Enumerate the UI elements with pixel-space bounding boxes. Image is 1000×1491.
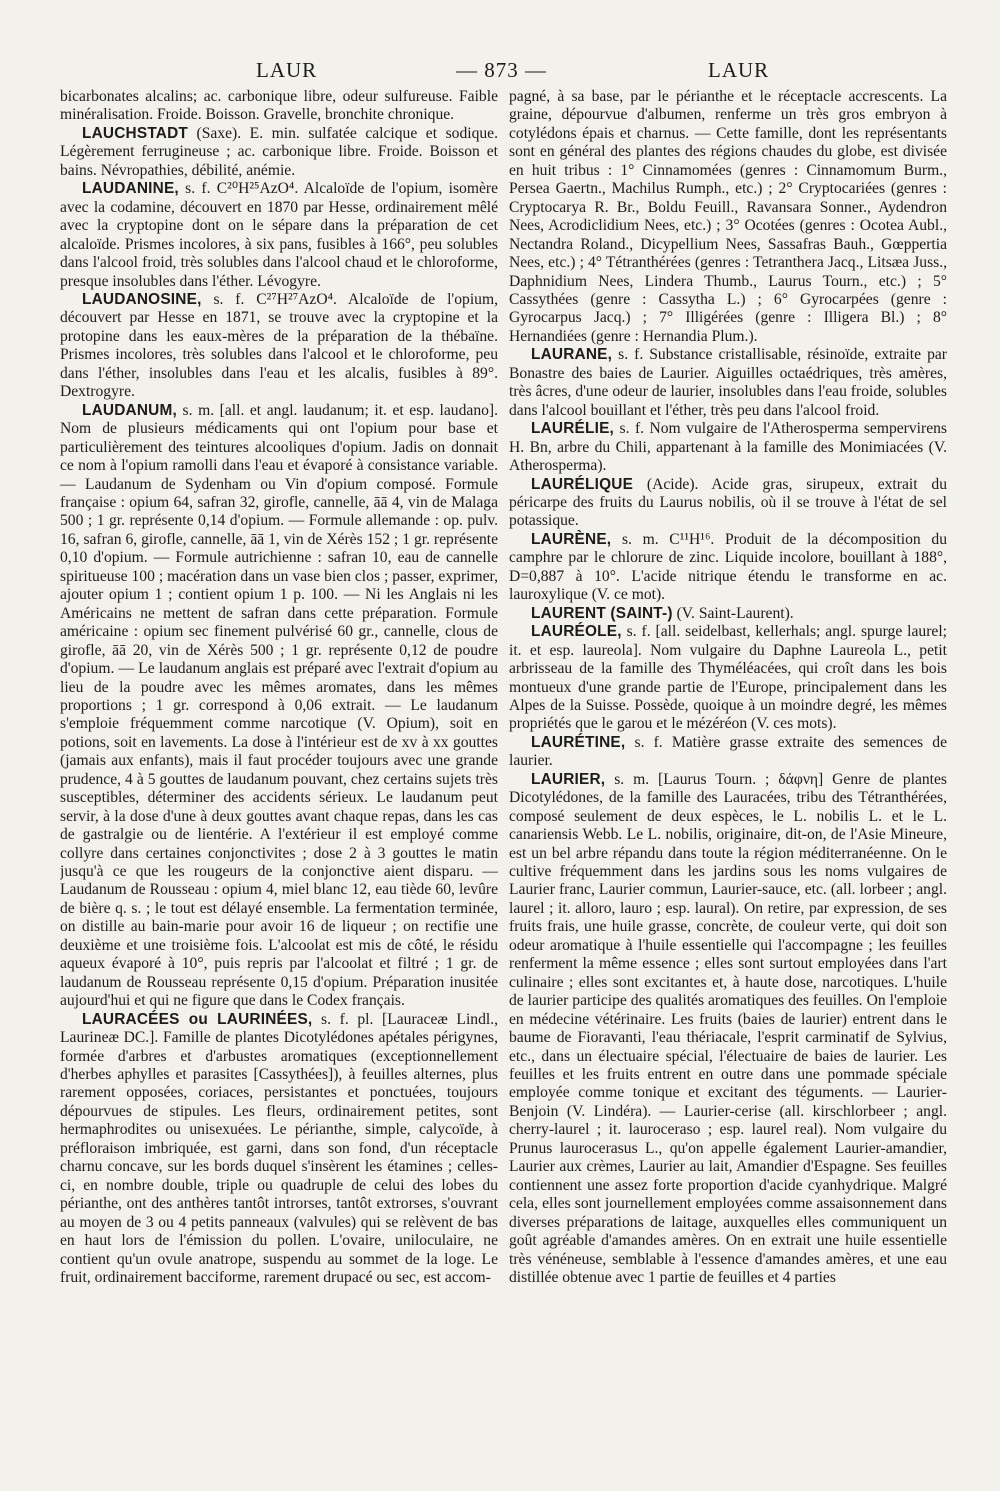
entry-headword: LAUDANINE, [82, 180, 179, 198]
dictionary-entry [509, 476, 947, 531]
entry-headword: LAURÉTINE, [531, 733, 626, 751]
entry-body: s. f. pl. [Lauraceæ Lindl., Laurineæ DC.]. Famille de plantes Dicotylédones apétales périgynes, formée d'arbres et d'arbustes aromatiques (exceptionnellement d'herbes aphylles et parasites [Cassythées]), à feuilles alternes, plus rarement opposées, coriaces, persistantes et ponctuées, toujours dépourvues de stipules. Les fleurs, ordinairement petites, sont hermaphrodites ou unisexuées. Le périanthe, simple, calycoïde, à préfloraison imbriquée, est garni, dans son fond, d'un réceptacle charnu concave, sur les bords duquel s'insèrent les étamines ; celles-ci, en nombre double, triple ou quadruple de celui des lobes du périanthe, ont des anthères tantôt introrses, tantôt extrorses, s'ouvrant au moyen de 3 ou 4 petits panneaux (valvules) qui se relèvent de bas en haut lors de l'émission du pollen. L'ovaire, uniloculaire, ne contient qu'un ovule anatrope, suspendu au sommet de la loge. Le fruit, ordinairement bacciforme, rarement drupacé ou sec, est accom- [60, 1010, 498, 1286]
entry-body: (V. Saint-Laurent). [672, 604, 794, 622]
dictionary-entry [60, 402, 498, 1011]
page-number: — 873 — [456, 58, 547, 82]
entry-headword: LAURÈNE, [531, 530, 612, 548]
entry-body: s. m. [all. et angl. laudanum; it. et esp. laudano]. Nom de plusieurs médicaments qui ont l'opium pour base et particulièrement des teintures alcooliques d'opium. Jadis on donnait ce nom à l'opium ramolli dans l'eau et évaporé à consistance variable. — Laudanum de Sydenham ou Vin d'opium composé. Formule française : opium 64, safran 32, girofle, cannelle, āā 4, vin de Malaga 500 ; 1 gr. représente 0,14 d'opium. — Formule allemande : op. pulv. 16, safran 6, girofle, cannelle, āā 1, vin de Xérès 152 ; 1 gr. représente 0,10 d'opium. — Formule autrichienne : safran 10, eau de cannelle spiritueuse 100 ; macération dans un vase bien clos ; passer, exprimer, ajouter opium 1 ; contient opium 1 p. 100. — Ni les Anglais ni les Américains ne mettent de safran dans cette préparation. Formule américaine : opium sec finement pulvérisé 60 gr., cannelle, clous de girofle, āā 20, vin de Xérès 500 ; 1 gr. représente 0,12 de poudre d'opium. — Le laudanum anglais est préparé avec l'extrait d'opium au lieu de la poudre avec les mêmes aromates, dans les mêmes proportions ; 1 gr. correspond à 0,06 extrait. — Le laudanum s'emploie fréquemment comme narcotique (V. Opium), soit en potions, soit en lavements. La dose à l'intérieur est de xv à xx gouttes (jamais aux enfants), mais il faut procéder toujours avec une grande prudence, 4 à 5 gouttes de laudanum pouvant, chez certains sujets très susceptibles, déterminer des accidents sérieux. Le laudanum peut servir, à la dose d'une à deux gouttes avant chaque repas, dans les cas de gastralgie ou de lientérie. A l'extérieur il est employé comme collyre dans certaines conjonctivites ; dose 2 à 3 gouttes le matin jusqu'à ce que les rougeurs de la conjonctive aient disparu. — Laudanum de Rousseau : opium 4, miel blanc 12, eau tiède 60, levûre de bière q. s. ; le tout est délayé ensemble. La fermentation terminée, on distille au bain-marie pour avoir 16 de liqueur ; on rectifie une deuxième et une troisième fois. L'alcoolat est mis de côté, le résidu aqueux évaporé à 10°, puis repris par l'alcoolat et filtré ; 1 gr. de laudanum de Rousseau représente 0,15 d'opium. Préparation inusitée aujourd'hui et qui ne figure que dans le Codex français. [60, 401, 498, 1010]
running-head-right: LAUR [708, 58, 770, 82]
entry-headword: LAURACÉES ou LAURINÉES, [82, 1010, 313, 1028]
entry-headword: LAUCHSTADT [82, 124, 189, 142]
running-head-left: LAUR [256, 58, 318, 82]
entry-headword: LAURIER, [531, 770, 606, 788]
entry-body: bicarbonates alcalins; ac. carbonique libre, odeur sulfureuse. Faible minéralisation. Froide. Boisson. Gravelle, bronchite chronique. [60, 88, 498, 124]
running-head [0, 58, 1000, 88]
continuation-text [60, 88, 498, 125]
dictionary-entry [509, 734, 947, 771]
entry-body: pagné, à sa base, par le périanthe et le réceptacle accrescents. La graine, dépourvue d'albumen, renferme un très gros embryon à cotylédons épais et charnus. — Cette famille, dont les représentants sont en général des plantes des régions chaudes du globe, est divisée en huit tribus : 1° Cinnamomées (genres : Cinnamomum Burm., Persea Gaertn., Machilus Rumph., etc.) ; 2° Cryptocariées (genres : Cryptocarya R. Br., Boldu Feuill., Ravansara Sonner., Aydendron Nees, Acrodiclidium Nees, etc.) ; 3° Ocotées (genres : Ocotea Aubl., Nectandra Roland., Dicypellium Nees, Sassafras Bauh., Gœppertia Nees, etc.) ; 4° Tétranthérées (genres : Tetranthera Jacq., Litsæa Juss., Daphnidium Nees, Lindera Thumb., Laurus Tourn., etc.) ; 5° Cassythées (genre : Cassytha L.) ; 6° Gyrocarpées (genre : Gyrocarpus Jacq.) ; 7° Illigérées (genre : Illigera Bl.) ; 8° Hernandiées (genre : Hernandia Plum.). [509, 88, 947, 345]
dictionary-entry [60, 180, 498, 291]
entry-body: s. f. Substance cristallisable, résinoïde, extraite par Bonastre des baies de Laurier. Aiguilles octaédriques, très amères, très âcres, d'une odeur de laurier, insolubles dans l'eau froide, solubles dans l'alcool bouillant et l'éther, très peu dans l'alcool froid. [509, 346, 947, 419]
dictionary-entry [60, 291, 498, 402]
dictionary-entry [509, 346, 947, 420]
dictionary-entry [60, 1011, 498, 1288]
entry-body: (Acide). Acide gras, sirupeux, extrait du péricarpe des fruits du Laurus nobilis, où il se trouve à l'état de sel potassique. [509, 475, 947, 530]
entry-body: s. f. Nom vulgaire de l'Atherosperma sempervirens H. Bn, arbre du Chili, appartenant à la famille des Monimiacées (V. Atherosperma). [509, 420, 947, 475]
entry-headword: LAUDANUM, [82, 401, 177, 419]
dictionary-entry [509, 623, 947, 734]
dictionary-entry [509, 531, 947, 605]
dictionary-entry [509, 605, 947, 623]
entry-body: s. m. [Laurus Tourn. ; δάφνη] Genre de plantes Dicotylédones, de la famille des Lauracées, tribu des Tétranthérées, composé seulement de deux espèces, le L. nobilis L. et le L. canariensis Webb. Le L. nobilis, originaire, dit-on, de l'Asie Mineure, est un bel arbre répandu dans toute la région méditerranéenne. On le cultive fréquemment dans les jardins sous les noms vulgaires de Laurier franc, Laurier commun, Laurier-sauce, etc. (all. lorbeer ; angl. laurel ; it. alloro, lauro ; esp. laural). On retire, par expression, de ses fruits frais, une huile grasse, concrète, de couleur verte, qui doit son odeur aromatique à l'huile essentielle qui l'accompagne ; les feuilles renferment la même essence ; elles sont surtout employées dans l'art culinaire ; elles sont excitantes et, à haute dose, narcotiques. L'huile de laurier participe des qualités aromatiques des feuilles. On l'emploie en médecine vétérinaire. Les fruits (baies de laurier) entrent dans le baume de Fioravanti, l'eau thériacale, l'esprit carminatif de Sylvius, etc., dans un électuaire spécial, l'électuaire de baies de laurier. Les feuilles et les fruits entrent en outre dans une pommade spéciale employée comme tonique et excitant des téguments. — Laurier-Benjoin (V. Lindéra). — Laurier-cerise (all. kirschlorbeer ; angl. cherry-laurel ; it. lauroceraso ; esp. laurel real). Nom vulgaire du Prunus laurocerasus L., qu'on appelle également Laurier-amandier, Laurier aux crèmes, Laurier au lait, Amandier d'Espagne. Ses feuilles contiennent une assez forte proportion d'acide cyanhydrique. Malgré cela, elles sont journellement employées comme assaisonnement dans diverses préparations de laitage, auxquelles elles communiquent un goût agréable d'amandes amères. On en extrait une huile essentielle très vénéneuse, semblable à l'essence d'amandes amères, et une eau distillée obtenue avec 1 partie de feuilles et 4 parties [509, 770, 947, 1286]
entry-headword: LAURENT (SAINT-) [531, 604, 673, 622]
continuation-text [509, 88, 947, 346]
entry-body: s. f. C²⁰H²⁵AzO⁴. Alcaloïde de l'opium, isomère avec la codamine, découvert en 1870 par Hesse, ordinairement mêlé avec la cryptopine dont on le sépare dans la préparation de cet alcaloïde. Prismes incolores, à six pans, fusibles à 166°, peu solubles dans l'alcool froid, très solubles dans l'alcool chaud et le chloroforme, presque insolubles dans l'éther. Lévogyre. [60, 180, 498, 290]
entry-headword: LAURÉOLE, [531, 623, 622, 641]
entry-body: s. f. Matière grasse extraite des semences de laurier. [509, 733, 947, 770]
entry-headword: LAURÉLIQUE [531, 475, 634, 493]
dictionary-entry [509, 771, 947, 1288]
entry-body: s. f. [all. seidelbast, kellerhals; angl. spurge laurel; it. et esp. laureola]. Nom vulgaire du Daphne Laureola L., petit arbrisseau de la famille des Thyméléacées, qui croît dans les bois montueux d'une grande partie de l'Europe, principalement dans les Alpes de la Suisse. Possède, quoique à un moindre degré, les mêmes propriétés que le garou et le mézéréon (V. ces mots). [509, 623, 947, 733]
entry-body: s. m. C¹¹H¹⁶. Produit de la décomposition du camphre par le chlorure de zinc. Liquide incolore, bouillant à 188°, D=0,887 à 10°. L'acide nitrique étendu le transforme en ac. lauroxylique (V. ce mot). [509, 530, 947, 604]
entry-body: (Saxe). E. min. sulfatée calcique et sodique. Légèrement ferrugineuse ; ac. carbonique libre. Froide. Boisson et bains. Névropathies, débilité, anémie. [60, 124, 498, 179]
dictionary-entry [60, 125, 498, 180]
left-column [60, 88, 498, 1460]
right-column [509, 88, 947, 1460]
entry-headword: LAURÉLIE, [531, 420, 615, 438]
entry-body: s. f. C²⁷H²⁷AzO⁴. Alcaloïde de l'opium, découvert par Hesse en 1871, se trouve avec la cryptopine et la protopine dans les eaux-mères de la préparation de la thébaïne. Prismes incolores, très solubles dans l'alcool et le chloroforme, peu dans l'éther, insolubles dans l'eau et les alcalis, fusibles à 89°. Dextrogyre. [60, 290, 498, 401]
entry-headword: LAURANE, [531, 346, 613, 364]
dictionary-entry [509, 420, 947, 475]
entry-headword: LAUDANOSINE, [82, 290, 202, 308]
